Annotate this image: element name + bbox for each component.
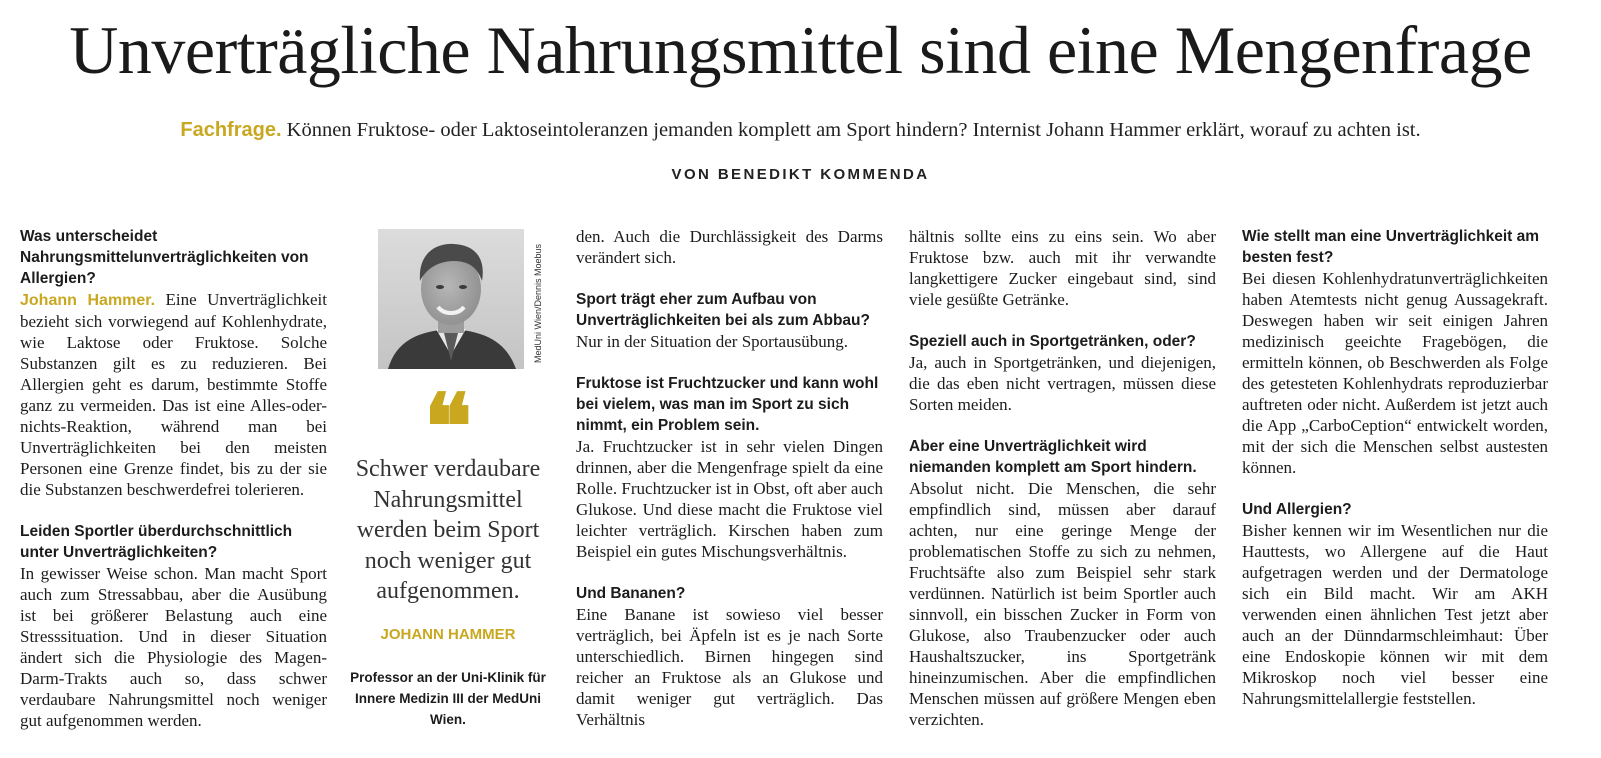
article-column-3 [576, 226, 883, 758]
answer: Nur in der Situation der Sportausübung. [576, 332, 848, 351]
photo-credit: MedUni Wien/Dennis Moebus [533, 244, 543, 364]
article-column-1 [20, 226, 327, 758]
answer: Bei diesen Kohlenhydratunverträglichkeiten haben Atemtests nicht genug Aussagekraft. Deswegen haben wir seit einigen Jahren medizinisch geeichte Fragebögen, die ermitteln können, ob Beschwerden als Folge des getesteten Kohlenhydrats reproduzierbar auftreten oder nicht. Außerdem ist jetzt auch die App „CarboCeption“ entwickelt worden, mit der sich die Menschen selbst austesten können. [1242, 269, 1548, 477]
question: Und Allergien? [1242, 501, 1352, 518]
answer: den. Auch die Durchlässigkeit des Darms verändert sich. [576, 227, 883, 267]
question: Speziell auch in Sportgetränken, oder? [909, 333, 1196, 350]
lead-text: Können Fruktose- oder Laktoseintoleranzen jemanden komplett am Sport hindern? Internist Johann Hammer erklärt, worauf zu achten ist. [281, 119, 1421, 141]
question: Leiden Sportler überdurchschnittlich unter Unverträglichkeiten? [20, 523, 293, 561]
lead-paragraph [0, 116, 1601, 144]
article-column-5 [1242, 226, 1548, 758]
quote-author-role: Professor an der Uni-Klinik für Innere Medizin III der MedUni Wien. [350, 670, 546, 727]
answer-text: Eine Unverträglichkeit bezieht sich vorwiegend auf Kohlenhydrate, wie Laktose oder Fruktose. Solche Substanzen gilt es zu reduzieren. Bei Allergien geht es darum, bestimmte Stoffe ganz zu vermeiden. Das ist eine Alles-oder-nichts-Reaktion, während man bei Unverträglichkeiten bei den meisten Personen eine Grenze findet, bis zu der sie die Substanzen beschwerdefrei tolerieren. [20, 290, 327, 499]
sidebar-quote-box [348, 226, 548, 758]
question: Fruktose ist Fruchtzucker und kann wohl bei vielem, was man im Sport zu sich nimmt, ein Problem sein. [576, 375, 879, 434]
answer: hältnis sollte eins zu eins sein. Wo aber Fruktose bzw. auch mit ihr verwandte langkettigere Zucker eingebaut sind, sind viele gesüßte Getränke. [909, 227, 1216, 309]
quote-mark-icon: ❝ [423, 379, 473, 478]
answer: Eine Banane ist sowieso viel besser verträglich, bei Äpfeln ist es je nach Sorte unterschiedlich. Birnen hingegen sind reicher an Fruktose als an Glukose und damit weniger gut verträglich. Das Verhältnis [576, 605, 883, 729]
answer: Absolut nicht. Die Menschen, die sehr empfindlich sind, müssen aber darauf achten, nur eine geringe Menge der problematischen Stoffe zu sich zu nehmen, Fruchtsäfte also zum Beispiel sehr stark verdünnen. Natürlich ist beim Sportler auch sinnvoll, ein bisschen Zucker in Form von Glukose, also Traubenzucker oder auch Haushaltszucker, ins Sportgetränk hineinzumischen. Aber die empfindlichen Menschen müssen auf größere Mengen eben verzichten. [909, 479, 1216, 729]
answer [20, 289, 327, 500]
lead-kicker: Fachfrage. [180, 119, 282, 141]
question: Wie stellt man eine Unverträglichkeit am besten fest? [1242, 228, 1540, 266]
article-column-4 [909, 226, 1216, 758]
headline: Unverträgliche Nahrungsmittel sind eine Mengenfrage [69, 12, 1532, 88]
question: Was unterscheidet Nahrungsmittelunverträglichkeiten von Allergien? [20, 228, 309, 287]
answer: Ja. Fruchtzucker ist in sehr vielen Dingen drinnen, aber die Mengenfrage spielt da eine Rolle. Fruchtzucker ist in Obst, oft aber auch Glukose. Und diese macht die Fruktose viel leichter verträglich. Kirschen haben zum Beispiel ein gutes Mischungsverhältnis. [576, 437, 883, 561]
question: Aber eine Unverträglichkeit wird niemanden komplett am Sport hindern. [909, 438, 1197, 476]
byline: VON BENEDIKT KOMMENDA [671, 166, 930, 183]
answer: Ja, auch in Sportgetränken, und diejenigen, die das eben nicht vertragen, müssen diese Sorten meiden. [909, 353, 1216, 414]
interviewee-name: Johann Hammer. [20, 292, 156, 309]
question: Sport trägt eher zum Aufbau von Unverträglichkeiten bei als zum Abbau? [576, 291, 870, 329]
answer: In gewisser Weise schon. Man macht Sport auch zum Stressabbau, aber die Ausübung ist bei größerer Belastung auch eine Stresssituation. Und in dieser Situation ändert sich die Physiologie des Magen-Darm-Trakts auch so, dass schwer verdaubare Nahrungsmittel noch weniger gut aufgenommen werden. [20, 564, 327, 730]
quote-author-name: JOHANN HAMMER [380, 626, 516, 643]
pull-quote: Schwer verdaubare Nahrungsmittel werden beim Sport noch weniger gut aufgenommen. [355, 456, 541, 604]
answer: Bisher kennen wir im Wesentlichen nur die Hauttests, wo Allergene auf die Haut aufgetragen werden und der Dermatologe sich ein Bild macht. Wir am AKH verwenden einen ähnlichen Test jetzt aber auch an der Dünndarmschleimhaut: Über eine Endoskopie können wir mit dem Mikroskop noch viel besser eine Nahrungsmittelallergie feststellen. [1242, 521, 1548, 708]
question: Und Bananen? [576, 585, 686, 602]
portrait-photo [378, 229, 524, 369]
